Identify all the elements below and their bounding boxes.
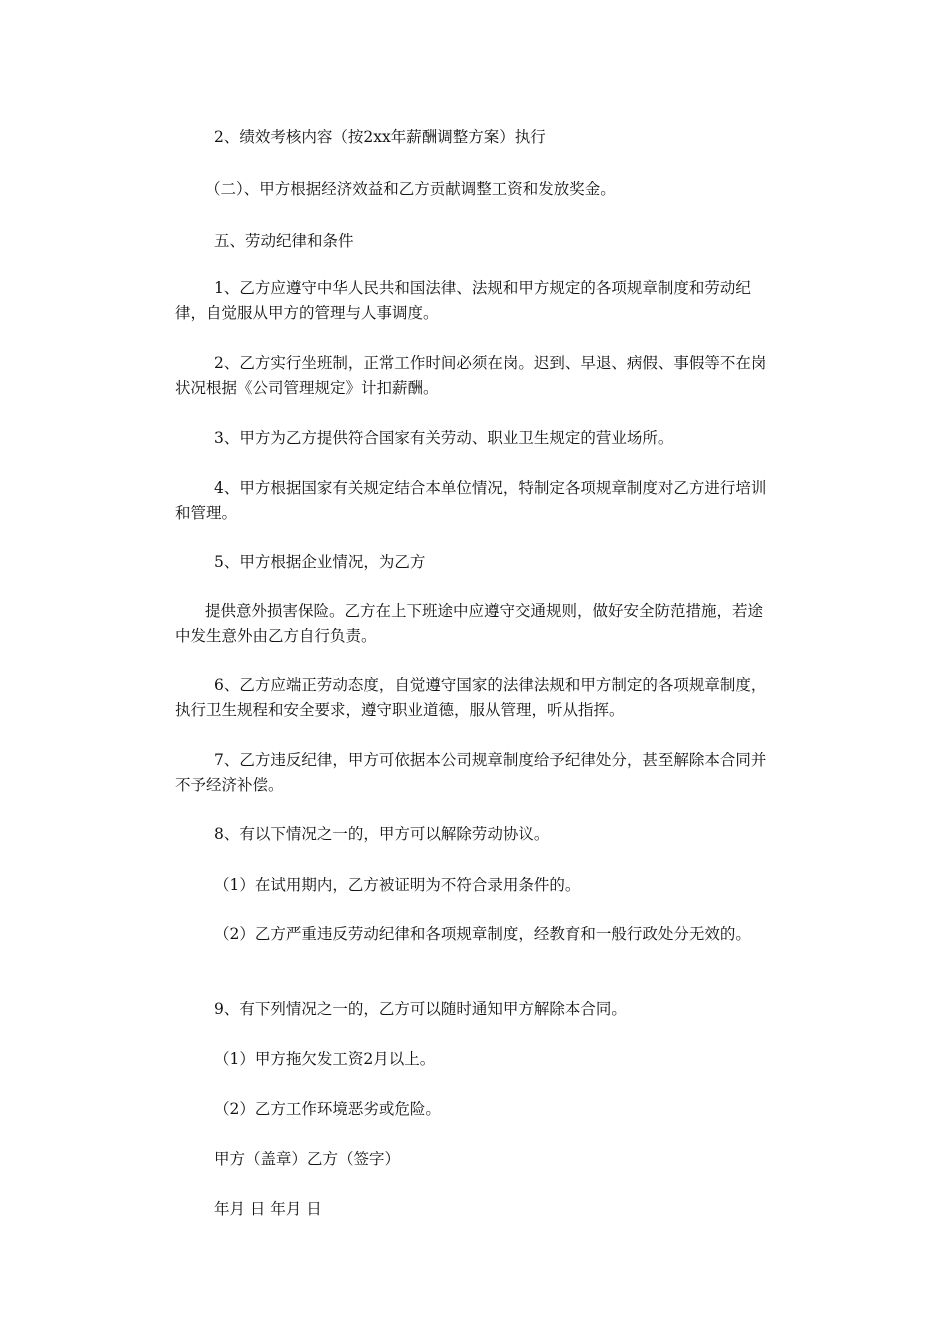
date-line: 年月 日 年月 日 bbox=[214, 1200, 322, 1218]
paragraph-item-8: 8、有以下情况之一的，甲方可以解除劳动协议。 bbox=[214, 825, 550, 843]
paragraph-item-3: 3、甲方为乙方提供符合国家有关劳动、职业卫生规定的营业场所。 bbox=[214, 429, 674, 447]
paragraph-item-9: 9、有下列情况之一的，乙方可以随时通知甲方解除本合同。 bbox=[214, 1000, 627, 1018]
signature-line: 甲方（盖章）乙方（签字） bbox=[214, 1150, 401, 1168]
paragraph-item-6: 6、乙方应端正劳动态度，自觉遵守国家的法律法规和甲方制定的各项规章制度，执行卫生规程和安全要求，遵守职业道德，服从管理，听从指挥。 bbox=[175, 676, 767, 719]
paragraph-item-5-continued: 提供意外损害保险。乙方在上下班途中应遵守交通规则，做好安全防范措施，若途中发生意外由乙方自行负责。 bbox=[175, 602, 764, 645]
paragraph-item-2: 2、乙方实行坐班制，正常工作时间必须在岗。迟到、早退、病假、事假等不在岗状况根据《公司管理规定》计扣薪酬。 bbox=[175, 354, 767, 397]
paragraph-item-8-sub-1: （1）在试用期内，乙方被证明为不符合录用条件的。 bbox=[214, 876, 581, 894]
paragraph-item-9-sub-2: （2）乙方工作环境恶劣或危险。 bbox=[214, 1100, 441, 1118]
paragraph-kpi-content: 2、绩效考核内容（按2xx年薪酬调整方案）执行 bbox=[214, 128, 546, 146]
paragraph-item-5: 5、甲方根据企业情况，为乙方 bbox=[214, 553, 426, 571]
paragraph-salary-adjustment: （二）、甲方根据经济效益和乙方贡献调整工资和发放奖金。 bbox=[205, 180, 616, 198]
paragraph-item-8-sub-2: （2）乙方严重违反劳动纪律和各项规章制度，经教育和一般行政处分无效的。 bbox=[214, 925, 751, 943]
paragraph-item-7: 7、乙方违反纪律，甲方可依据本公司规章制度给予纪律处分，甚至解除本合同并不予经济补偿。 bbox=[175, 751, 767, 794]
section-heading-labor-discipline: 五、劳动纪律和条件 bbox=[214, 232, 354, 250]
paragraph-item-1: 1、乙方应遵守中华人民共和国法律、法规和甲方规定的各项规章制度和劳动纪律，自觉服从甲方的管理与人事调度。 bbox=[175, 279, 751, 322]
paragraph-item-9-sub-1: （1）甲方拖欠发工资2月以上。 bbox=[214, 1050, 436, 1068]
paragraph-item-4: 4、甲方根据国家有关规定结合本单位情况，特制定各项规章制度对乙方进行培训和管理。 bbox=[175, 479, 767, 522]
